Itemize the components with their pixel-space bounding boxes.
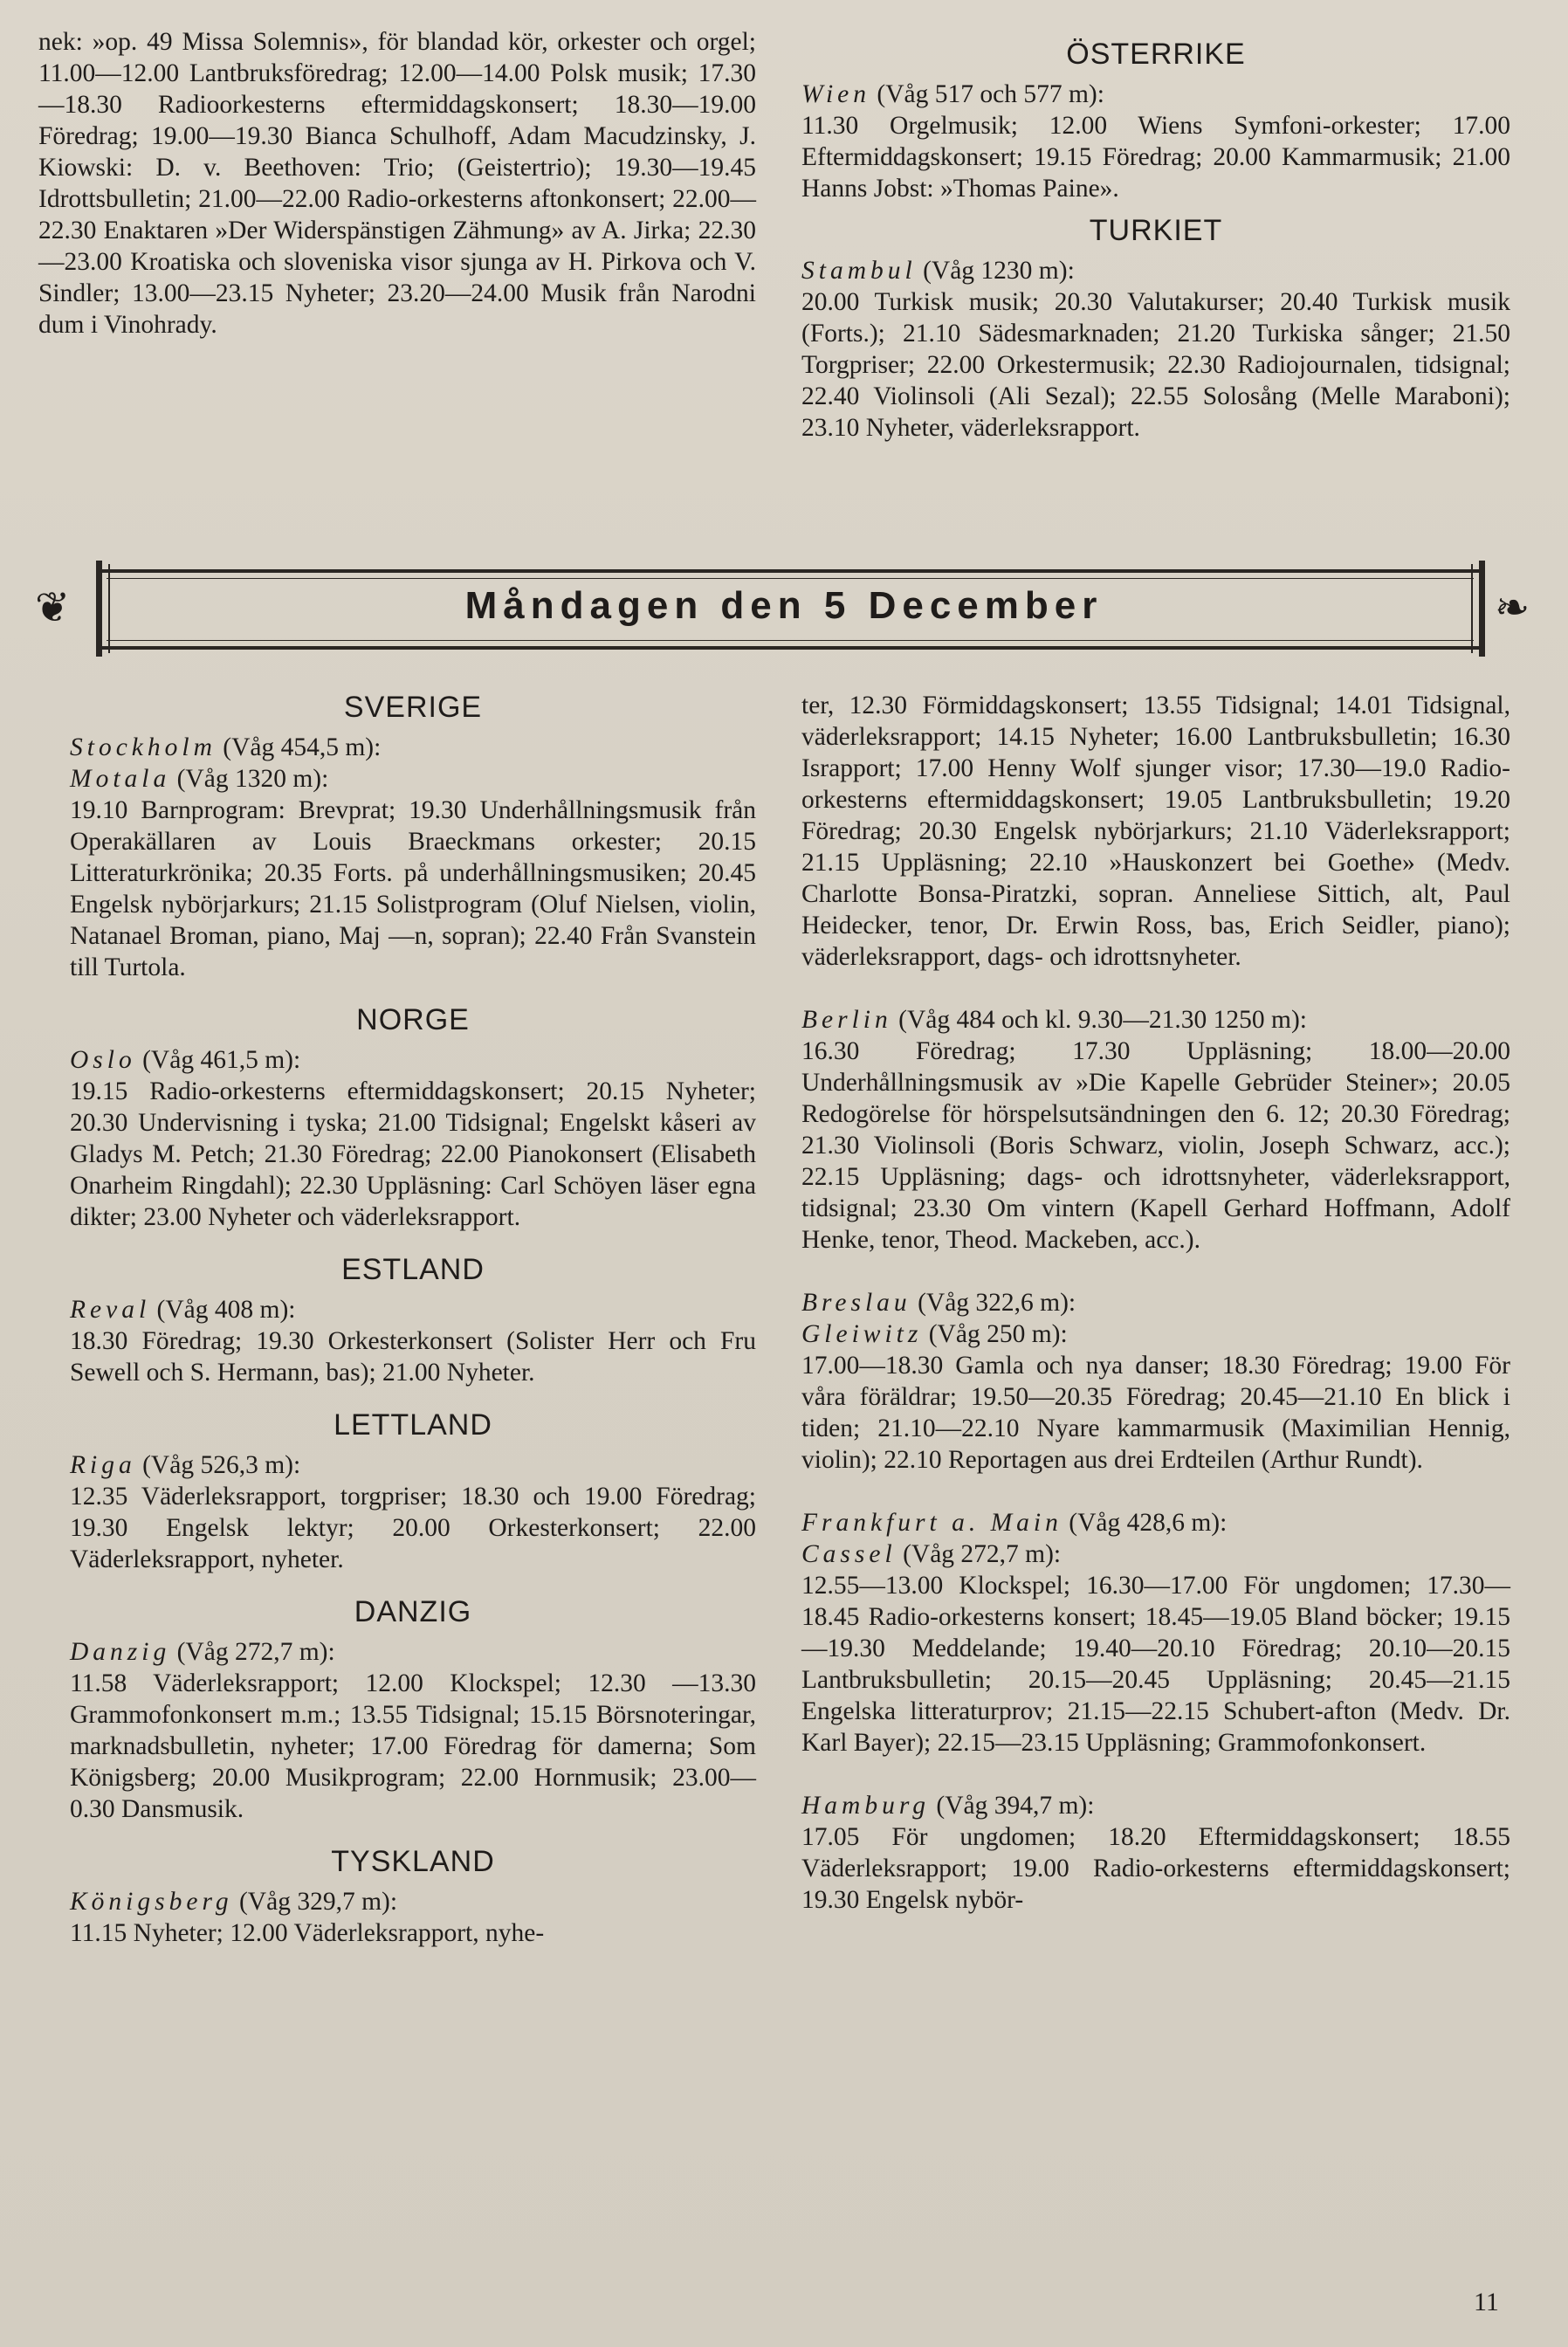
bottom-left-column <box>70 690 756 1949</box>
banner-title: Måndagen den 5 December <box>464 584 1104 627</box>
wave-info: (Våg 408 m): <box>156 1296 296 1324</box>
wave-info: (Våg 322,6 m): <box>918 1289 1076 1317</box>
station-wien <box>801 79 1510 110</box>
station-name: Oslo <box>70 1046 136 1074</box>
wave-info: (Våg 1320 m): <box>176 765 329 793</box>
top-right-column <box>801 37 1510 444</box>
station-name: Riga <box>70 1451 136 1479</box>
wave-info: (Våg 461,5 m): <box>142 1046 301 1074</box>
berlin-program-text: 16.30 Föredrag; 17.30 Uppläsning; 18.00—20.00 Underhållningsmusik av »Die Kapelle Gebrüder Steiner»; 20.05 Redogörelse för hörspelsutsändningen den 6. 12; 20.30 Föredrag; 21.30 Violinsoli (Boris Schwarz, violin, Joseph Schwarz, acc.); 22.15 Uppläsning; dags- och idrottsnyheter, väderleksrapport, tidsignal; 23.30 Om vintern (Kapell Gerhard Hoffmann, Adolf Henke, tenor, Theod. Mackeben, acc.). <box>801 1037 1510 1254</box>
station-name: Königsberg <box>70 1888 233 1916</box>
wave-info: (Våg 272,7 m): <box>176 1638 335 1666</box>
station-name: Stockholm <box>70 733 217 761</box>
day-banner <box>35 561 1533 657</box>
heading-lettland: LETTLAND <box>334 1408 492 1442</box>
hamburg-program-text: 17.05 För ungdomen; 18.20 Eftermiddagskonsert; 18.55 Väderleksrapport; 19.00 Radio-orkesterns eftermiddagskonsert; 19.30 Engelsk nybör- <box>801 1823 1510 1914</box>
wave-info: (Våg 272,7 m): <box>903 1540 1062 1568</box>
station-name: Wien <box>801 80 870 108</box>
station-motala <box>70 763 756 795</box>
station-danzig <box>70 1636 756 1668</box>
station-reval <box>70 1294 756 1325</box>
station-frankfurt <box>801 1507 1510 1538</box>
station-name: Frankfurt a. Main <box>801 1509 1063 1537</box>
heading-sverige: SVERIGE <box>343 691 483 724</box>
station-name: Danzig <box>70 1638 171 1666</box>
heading-osterrike: ÖSTERRIKE <box>1066 38 1246 71</box>
ornament-left-icon: ❦ <box>35 583 71 632</box>
stambul-program-text: 20.00 Turkisk musik; 20.30 Valutakurser; 20.40 Turkisk musik (Forts.); 21.10 Sädesmarknaden; 21.20 Turkiska sånger; 21.50 Torgpriser; 22.00 Orkestermusik; 22.30 Radiojournalen, tidsignal; 22.40 Violinsoli (Ali Sezal); 22.55 Solosång (Melle Maraboni); 23.10 Nyheter, väderleksrapport. <box>801 288 1510 442</box>
wien-program-text: 11.30 Orgelmusik; 12.00 Wiens Symfoni-orkester; 17.00 Eftermiddagskonsert; 19.15 Föredrag; 20.00 Kammarmusik; 21.00 Hanns Jobst: »Thomas Paine». <box>801 112 1510 203</box>
wave-info: (Våg 484 och kl. 9.30—21.30 1250 m): <box>898 1006 1307 1034</box>
breslau-program-text: 17.00—18.30 Gamla och nya danser; 18.30 Föredrag; 19.00 För våra föräldrar; 19.50—20.35 Föredrag; 20.45—21.10 En blick i tiden; 21.10—22.10 Nyare kammarmusik (Maximilian Hennig, violin); 22.10 Reportagen aus drei Erdteilen (Arthur Rundt). <box>801 1352 1510 1474</box>
heading-norge: NORGE <box>356 1003 470 1036</box>
wave-info: (Våg 517 och 577 m): <box>877 80 1104 108</box>
station-name: Stambul <box>801 257 917 285</box>
station-riga <box>70 1449 756 1481</box>
lettland-program-text: 12.35 Väderleksrapport, torgpriser; 18.30 och 19.00 Föredrag; 19.30 Engelsk lektyr; 20.00 Orkesterkonsert; 22.00 Väderleksrapport, nyheter. <box>70 1483 756 1573</box>
station-stambul <box>801 255 1510 286</box>
station-name: Reval <box>70 1296 151 1324</box>
czech-program-text: nek: »op. 49 Missa Solemnis», för blandad kör, orkester och orgel; 11.00—12.00 Lantbruksföredrag; 12.00—14.00 Polsk musik; 17.30—18.30 Radioorkesterns eftermiddagskonsert; 18.30—19.00 Föredrag; 19.00—19.30 Bianca Schulhoff, Adam Macudzinsky, J. Kiowski: D. v. Beethoven: Trio; (Geistertrio); 19.30—19.45 Idrottsbulletin; 21.00—22.00 Radio-orkesterns aftonkonsert; 22.00—22.30 Enaktaren »Der Widerspänstigen Zähmung» av A. Jirka; 22.30—23.00 Kroatiska och sloveniska visor sjunga av H. Pirkova och V. Sindler; 13.00—23.15 Nyheter; 23.20—24.00 Musik från Narodni dum i Vinohrady. <box>38 28 756 339</box>
station-name: Berlin <box>801 1006 892 1034</box>
bottom-right-column <box>801 690 1510 1916</box>
station-oslo <box>70 1044 756 1076</box>
wave-info: (Våg 428,6 m): <box>1069 1509 1228 1537</box>
station-name: Hamburg <box>801 1792 930 1820</box>
heading-estland: ESTLAND <box>341 1253 485 1286</box>
konigsberg-program-text-start: 11.15 Nyheter; 12.00 Väderleksrapport, nyhe- <box>70 1919 545 1947</box>
ornament-right-icon: ❧ <box>1495 583 1530 632</box>
danzig-program-text: 11.58 Väderleksrapport; 12.00 Klockspel; 12.30 —13.30 Grammofonkonsert m.m.; 13.55 Tidsignal; 15.15 Börsnoteringar, marknadsbulletin, nyheter; 17.00 Föredrag för damerna; Som Königsberg; 20.00 Musikprogram; 22.00 Hornmusik; 23.00—0.30 Dansmusik. <box>70 1669 756 1823</box>
konigsberg-program-text-continued: ter, 12.30 Förmiddagskonsert; 13.55 Tidsignal; 14.01 Tidsignal, väderleksrapport; 14.15 Nyheter; 16.00 Lantbruksbulletin; 16.30 Israpport; 17.00 Henny Wolf sjunger visor; 17.30—19.0 Radio-orkesterns eftermiddagskonsert; 19.05 Lantbruksbulletin; 19.20 Föredrag; 20.30 Engelsk nybörjarkurs; 21.10 Väderleksrapport; 21.15 Uppläsning; 22.10 »Hauskonzert bei Goethe» (Medv. Charlotte Bonsa-Piratzki, sopran. Anneliese Sittich, alt, Paul Heidecker, tenor, Dr. Erwin Ross, bas, Erich Seidler, piano); väderleksrapport, dags- och idrottsnyheter. <box>801 692 1510 971</box>
wave-info: (Våg 526,3 m): <box>142 1451 301 1479</box>
station-stockholm <box>70 732 756 763</box>
station-konigsberg <box>70 1886 756 1917</box>
wave-info: (Våg 329,7 m): <box>238 1888 398 1916</box>
estland-program-text: 18.30 Föredrag; 19.30 Orkesterkonsert (Solister Herr och Fru Sewell och S. Hermann, bas); 21.00 Nyheter. <box>70 1327 756 1387</box>
heading-turkiet: TURKIET <box>1089 214 1223 247</box>
wave-info: (Våg 250 m): <box>928 1320 1068 1348</box>
station-cassel <box>801 1538 1510 1570</box>
norge-program-text: 19.15 Radio-orkesterns eftermiddagskonsert; 20.15 Nyheter; 20.30 Undervisning i tyska; 21.00 Tidsignal; Engelskt kåseri av Gladys M. Petch; 21.30 Föredrag; 22.00 Pianokonsert (Elisabeth Onarheim Ringdahl); 22.30 Uppläsning: Carl Schöyen läser egna dikter; 23.00 Nyheter och väderleksrapport. <box>70 1077 756 1231</box>
station-breslau <box>801 1287 1510 1318</box>
station-hamburg <box>801 1790 1510 1821</box>
page-number: 11 <box>1474 2288 1499 2316</box>
wave-info: (Våg 454,5 m): <box>223 733 382 761</box>
wave-info: (Våg 1230 m): <box>923 257 1075 285</box>
station-name: Breslau <box>801 1289 911 1317</box>
top-left-column <box>38 26 756 341</box>
station-name: Motala <box>70 765 171 793</box>
frankfurt-program-text: 12.55—13.00 Klockspel; 16.30—17.00 För ungdomen; 17.30—18.45 Radio-orkesterns konsert; 18.45—19.05 Bland böcker; 19.15—19.30 Meddelande; 19.40—20.10 Föredrag; 20.10—20.15 Lantbruksbulletin; 20.15—20.45 Uppläsning; 20.45—21.15 Engelska litteraturprov; 21.15—22.15 Schubert-afton (Medv. Dr. Karl Bayer); 22.15—23.15 Uppläsning; Grammofonkonsert. <box>801 1572 1510 1757</box>
wave-info: (Våg 394,7 m): <box>936 1792 1095 1820</box>
sverige-program-text: 19.10 Barnprogram: Brevprat; 19.30 Underhållningsmusik från Operakällaren av Louis Braeckmans orkester; 20.15 Litteraturkrönika; 20.35 Forts. på underhållningsmusiken; 20.45 Engelsk nybörjarkurs; 21.15 Solistprogram (Oluf Nielsen, violin, Natanael Broman, piano, Maj —n, sopran); 22.40 Från Svanstein till Turtola. <box>70 796 756 981</box>
banner-bar-right-thin <box>1471 564 1473 653</box>
station-berlin <box>801 1004 1510 1036</box>
station-gleiwitz <box>801 1318 1510 1350</box>
heading-danzig: DANZIG <box>354 1595 472 1628</box>
station-name: Gleiwitz <box>801 1320 923 1348</box>
heading-tyskland: TYSKLAND <box>331 1845 495 1878</box>
banner-bar-right <box>1479 561 1485 657</box>
station-name: Cassel <box>801 1540 897 1568</box>
